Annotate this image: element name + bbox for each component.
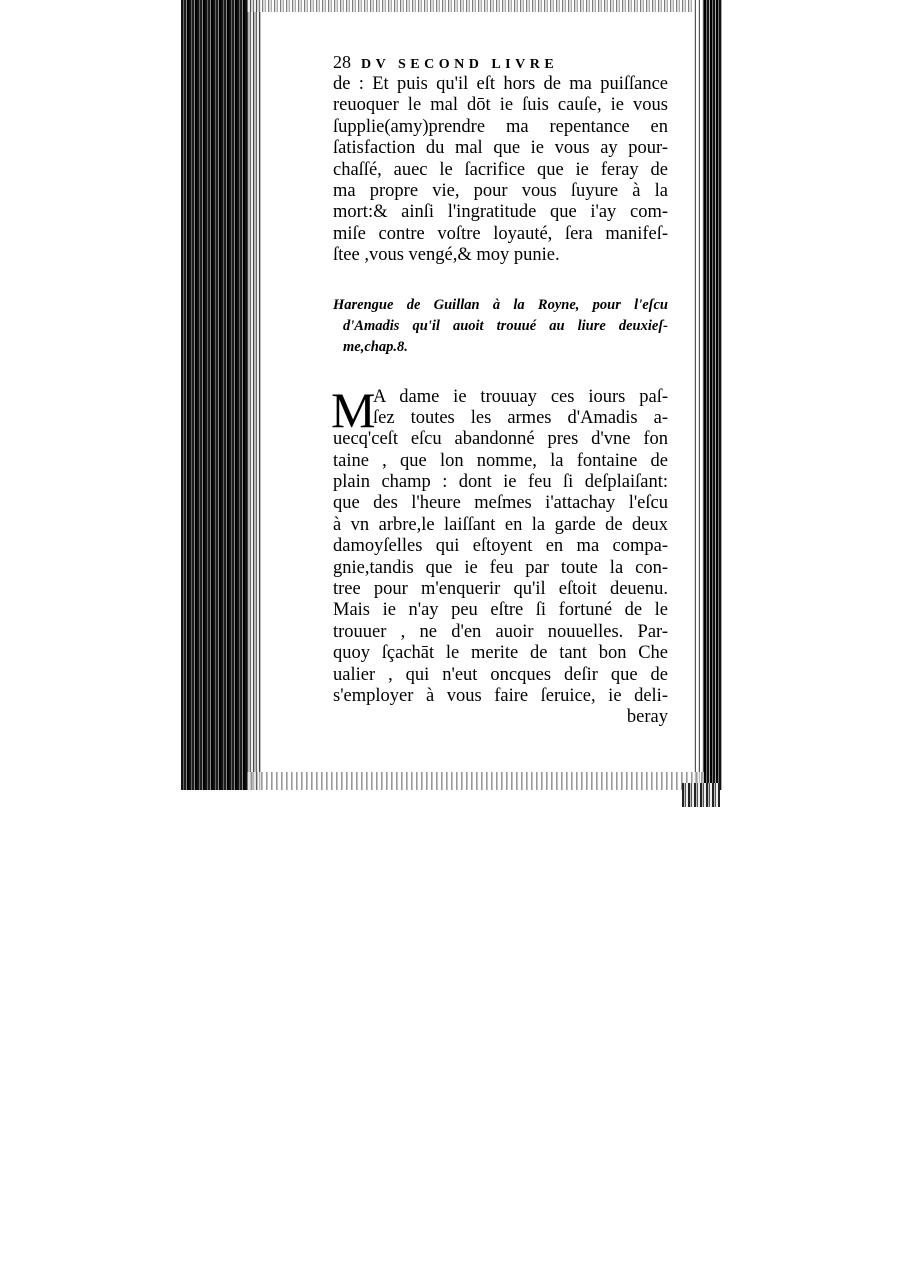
text-line: ſez toutes les armes d'Amadis a- [373,407,668,428]
text-line: ſupplie(amy)prendre ma repentance en [333,116,668,137]
paragraph-2 [331,381,668,729]
page-number: 28 [333,52,351,72]
text-line: ſtee ,vous vengé,& moy punie. [333,245,560,266]
text-line: miſe contre voſtre loyauté, ſera manifeſ- [333,223,668,244]
drop-cap: M [331,381,376,438]
binding-gutter [181,0,247,790]
text-line: quoy ſçachāt le merite de tant bon Che [333,643,668,664]
text-line: Mais ie n'ay peu eſtre ſi fortuné de le [333,600,668,621]
text-line: taine , que lon nomme, la fontaine de [333,450,668,471]
paragraph-1 [333,74,668,267]
text-line: trouuer , ne d'en auoir nouuelles. Par- [333,621,668,642]
text-line: ma propre vie, pour vous ſuyure à la [333,180,668,201]
text-line: plain champ : dont ie feu ſi deſplaiſant: [333,472,668,493]
text-line: mort:& ainſi l'ingratitude que i'ay com- [333,202,668,223]
facing-page-edge [704,0,722,790]
text-line: uecq'ceſt eſcu abandonné pres d'vne fon [333,429,668,450]
page-text [333,50,668,729]
text-line: tree pour m'enquerir qu'il eſtoit deuenu. [333,579,668,600]
running-title: DV SECOND LIVRE [361,57,559,72]
text-line: damoyſelles qui eſtoyent en ma compa- [333,536,668,557]
top-edge [247,0,704,12]
text-line: reuoquer le mal dōt ie ſuis cauſe, ie vous [333,95,668,116]
heading-line: Harengue de Guillan à la Royne, pour l'eſcu [333,296,668,313]
text-line: que des l'heure meſmes i'attachay l'eſcu [333,493,668,514]
heading-line: me,chap.8. [343,338,408,355]
text-line: à vn arbre,le laiſſant en la garde de deux [333,514,668,535]
running-header [333,50,668,74]
text-line: A dame ie trouuay ces iours paſ- [373,386,668,407]
text-line: chaſſé, auec le ſacrifice que ie feray de [333,159,668,180]
bottom-edge [247,772,704,790]
text-line: ſatisfaction du mal que ie vous ay pour- [333,138,668,159]
text-line: ualier , qui n'eut oncques deſir que de [333,664,668,685]
catchword: beray [626,707,668,728]
text-line: gnie,tandis que ie feu par toute la con- [333,557,668,578]
corner-scrap [682,783,720,807]
text-line: de : Et puis qu'il eſt hors de ma puiſſance [333,74,668,94]
heading-line: d'Amadis qu'il auoit trouué au liure deuxieſ- [343,317,668,334]
text-line: s'employer à vous faire ſeruice, ie deli- [333,685,668,706]
chapter-heading [333,295,668,358]
